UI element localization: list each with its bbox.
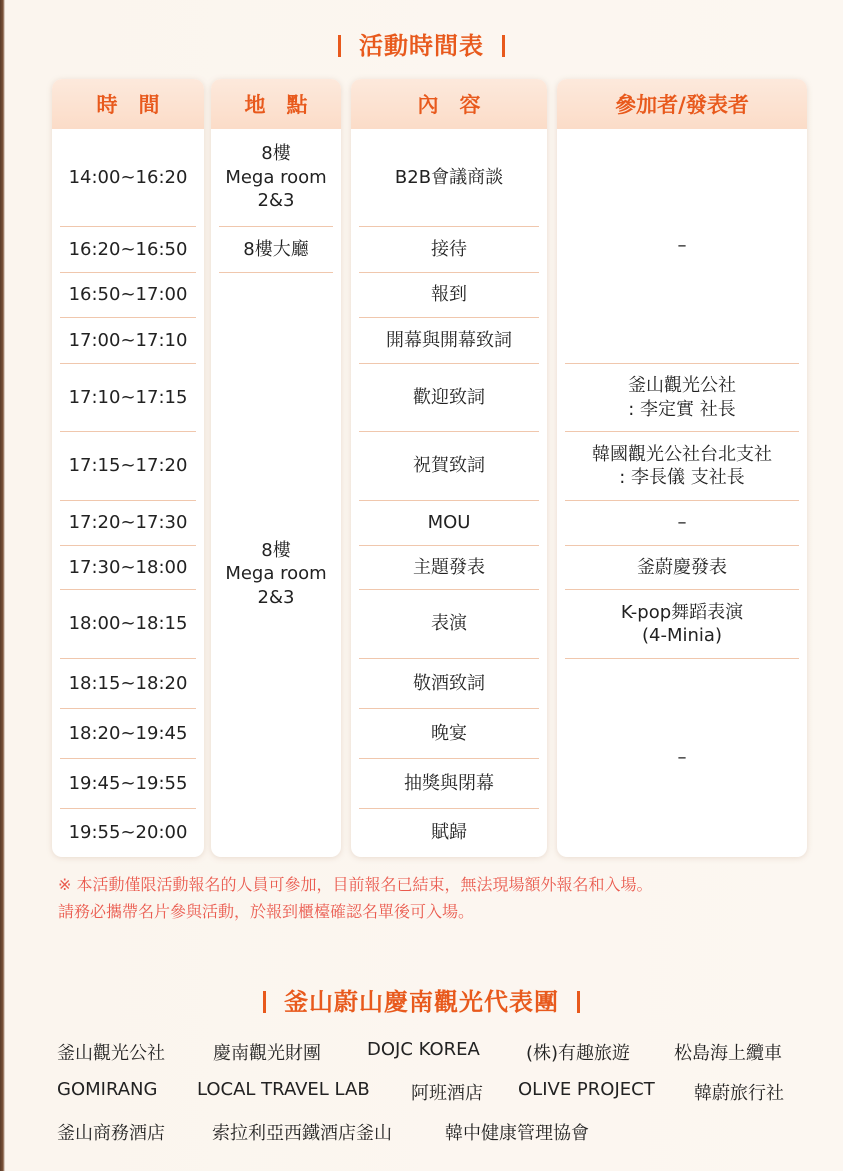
place-column bbox=[211, 79, 341, 857]
org-item: 阿班酒店 bbox=[411, 1083, 483, 1104]
content-header: 內 容 bbox=[351, 79, 547, 129]
time-column bbox=[52, 79, 204, 857]
content-cell: 接待 bbox=[359, 227, 539, 273]
time-header: 時 間 bbox=[52, 79, 204, 129]
delegation-title-text: 釜山蔚山慶南觀光代表團 bbox=[284, 988, 559, 1016]
schedule-title-text: 活動時間表 bbox=[359, 32, 484, 60]
time-cell: 14:00~16:20 bbox=[60, 129, 196, 227]
participant-cell: 釜山觀光公社 : 李定實 社長 bbox=[565, 364, 799, 432]
content-cell: 表演 bbox=[359, 590, 539, 659]
participant-column bbox=[557, 79, 807, 857]
participant-header: 參加者/發表者 bbox=[557, 79, 807, 129]
title-bar-left bbox=[263, 991, 266, 1013]
time-cell: 17:30~18:00 bbox=[60, 546, 196, 590]
org-item: GOMIRANG bbox=[57, 1079, 158, 1100]
participant-cell: K-pop舞蹈表演 (4-Minia) bbox=[565, 590, 799, 659]
place-cell: 8樓 Mega room 2&3 bbox=[219, 129, 333, 227]
note-line-1: ※ 本活動僅限活動報名的人員可參加，目前報名已結束，無法現場額外報名和入場。 bbox=[58, 875, 653, 894]
org-item: 松島海上纜車 bbox=[674, 1043, 782, 1064]
org-item: DOJC KOREA bbox=[367, 1039, 480, 1060]
place-cell: 8樓大廳 bbox=[219, 227, 333, 273]
org-item: LOCAL TRAVEL LAB bbox=[197, 1079, 370, 1100]
time-cell: 18:00~18:15 bbox=[60, 590, 196, 659]
time-cell: 19:55~20:00 bbox=[68, 822, 188, 844]
content-cell: 抽獎與閉幕 bbox=[359, 759, 539, 809]
content-cell: 報到 bbox=[359, 273, 539, 318]
org-item: 韓蔚旅行社 bbox=[694, 1083, 784, 1104]
title-bar-right bbox=[577, 991, 580, 1013]
place-header: 地 點 bbox=[211, 79, 341, 129]
participant-cell: 釜蔚慶發表 bbox=[565, 546, 799, 590]
content-cell: 晚宴 bbox=[359, 709, 539, 759]
org-item: OLIVE PROJECT bbox=[518, 1079, 655, 1100]
time-cell: 16:50~17:00 bbox=[60, 273, 196, 318]
time-cell: 17:15~17:20 bbox=[60, 432, 196, 501]
time-cell: 16:20~16:50 bbox=[60, 227, 196, 273]
org-item: 韓中健康管理協會 bbox=[445, 1123, 589, 1144]
delegation-title bbox=[0, 982, 843, 1017]
time-cell: 19:45~19:55 bbox=[60, 759, 196, 809]
org-item: 釜山觀光公社 bbox=[57, 1043, 165, 1064]
org-item: 慶南觀光財團 bbox=[213, 1043, 321, 1064]
content-cell: 開幕與開幕致詞 bbox=[359, 318, 539, 364]
time-cell: 18:20~19:45 bbox=[60, 709, 196, 759]
participant-cell: 韓國觀光公社台北支社 : 李長儀 支社長 bbox=[565, 432, 799, 501]
schedule-title bbox=[0, 26, 843, 61]
time-cell: 17:20~17:30 bbox=[60, 501, 196, 546]
time-cell: 18:15~18:20 bbox=[60, 659, 196, 709]
content-cell: 敬酒致詞 bbox=[359, 659, 539, 709]
title-bar-left bbox=[338, 35, 341, 57]
participant-cell: – bbox=[565, 129, 799, 364]
time-cell: 17:10~17:15 bbox=[60, 364, 196, 432]
content-cell: 歡迎致詞 bbox=[359, 364, 539, 432]
time-cell: 17:00~17:10 bbox=[60, 318, 196, 364]
note-line-2: 請務必攜帶名片參與活動，於報到櫃檯確認名單後可入場。 bbox=[58, 902, 475, 921]
content-cell: MOU bbox=[359, 501, 539, 546]
participant-cell: – bbox=[565, 501, 799, 546]
title-bar-right bbox=[502, 35, 505, 57]
content-cell: 賦歸 bbox=[431, 822, 467, 844]
org-item: 釜山商務酒店 bbox=[57, 1123, 165, 1144]
content-cell: 主題發表 bbox=[359, 546, 539, 590]
place-cell: 8樓 Mega room 2&3 bbox=[225, 539, 327, 608]
participant-cell: – bbox=[677, 747, 687, 769]
content-column bbox=[351, 79, 547, 857]
content-cell: 祝賀致詞 bbox=[359, 432, 539, 501]
org-item: (株)有趣旅遊 bbox=[526, 1043, 631, 1064]
org-item: 索拉利亞西鐵酒店釜山 bbox=[212, 1123, 392, 1144]
content-cell: B2B會議商談 bbox=[359, 129, 539, 227]
